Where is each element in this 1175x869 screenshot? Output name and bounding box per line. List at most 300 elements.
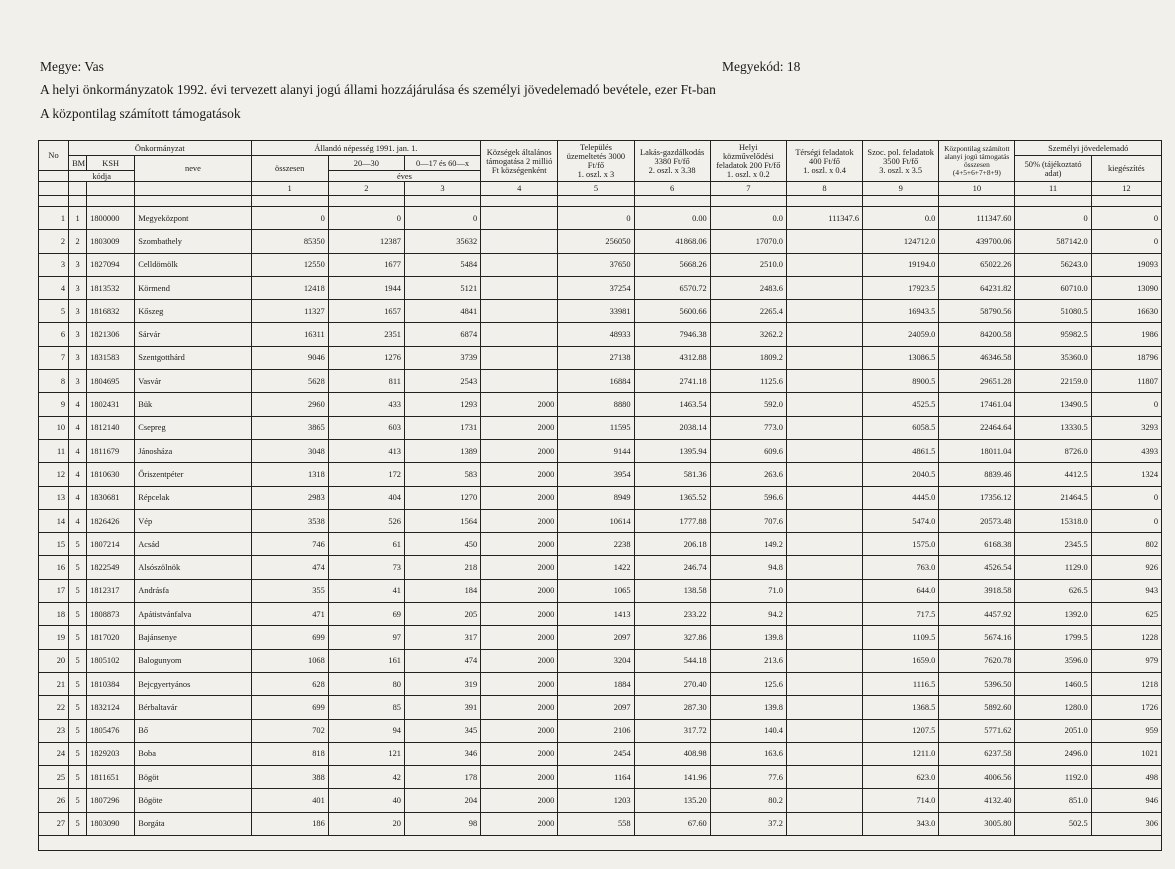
cell-szja-50: 1460.5 — [1015, 672, 1091, 695]
cell-tersegi — [786, 463, 862, 486]
cell-name: Boba — [135, 742, 251, 765]
cell-no: 17 — [39, 579, 69, 602]
cell-pop-20-30: 80 — [328, 672, 404, 695]
col-pop-20-30: 20—30 — [328, 156, 404, 171]
cell-telepules: 2097 — [558, 626, 634, 649]
cell-ksh: 1822549 — [87, 556, 135, 579]
cell-ksh: 1811651 — [87, 766, 135, 789]
cell-szoc: 17923.5 — [863, 276, 939, 299]
cell-pop-0-17: 391 — [404, 696, 480, 719]
cell-pop-20-30: 41 — [328, 579, 404, 602]
cell-pop-0-17: 317 — [404, 626, 480, 649]
table-row — [39, 230, 1162, 253]
cell-kozponti: 4132.40 — [939, 789, 1015, 812]
cell-kozsegek: 2000 — [481, 439, 558, 462]
cell-bm: 5 — [69, 696, 87, 719]
cell-name: Bögöte — [135, 789, 251, 812]
cell-lakas: 135.20 — [634, 789, 710, 812]
cell-bm: 4 — [69, 416, 87, 439]
cell-no: 26 — [39, 789, 69, 812]
cell-pop-total: 11327 — [251, 300, 328, 323]
cell-pop-total: 628 — [251, 672, 328, 695]
col-lakas: Lakás-gazdálkodás 3380 Ft/fő 2. oszl. x 3.38 — [634, 141, 710, 182]
cell-ksh: 1808873 — [87, 603, 135, 626]
cell-pop-0-17: 6874 — [404, 323, 480, 346]
cell-szoc: 343.0 — [863, 812, 939, 835]
cell-pop-0-17: 1389 — [404, 439, 480, 462]
cell-name: Bérbaltavár — [135, 696, 251, 719]
cell-tersegi — [786, 579, 862, 602]
cell-szja-kieg: 13090 — [1091, 276, 1161, 299]
cell-kozsegek — [481, 230, 558, 253]
cell-tersegi — [786, 323, 862, 346]
cell-helyi: 37.2 — [710, 812, 786, 835]
cell-szoc: 5474.0 — [863, 509, 939, 532]
cell-szja-50: 1280.0 — [1015, 696, 1091, 719]
cell-no: 5 — [39, 300, 69, 323]
cell-lakas: 1365.52 — [634, 486, 710, 509]
cell-helyi: 707.6 — [710, 509, 786, 532]
table-row — [39, 276, 1162, 299]
cell-bm: 4 — [69, 509, 87, 532]
cell-kozsegek: 2000 — [481, 789, 558, 812]
cell-pop-total: 9046 — [251, 346, 328, 369]
table-row — [39, 603, 1162, 626]
cell-telepules: 3204 — [558, 649, 634, 672]
cell-pop-20-30: 20 — [328, 812, 404, 835]
cell-szja-50: 2496.0 — [1015, 742, 1091, 765]
cell-szoc: 4861.5 — [863, 439, 939, 462]
cell-pop-20-30: 73 — [328, 556, 404, 579]
col-helyi: Helyi közművelődési feladatok 200 Ft/fő 1. oszl. x 0.2 — [710, 141, 786, 182]
cell-szja-kieg: 1021 — [1091, 742, 1161, 765]
cell-szja-50: 21464.5 — [1015, 486, 1091, 509]
cell-telepules: 27138 — [558, 346, 634, 369]
cell-helyi: 773.0 — [710, 416, 786, 439]
cell-szja-50: 1799.5 — [1015, 626, 1091, 649]
cell-tersegi — [786, 393, 862, 416]
cell-ksh: 1807214 — [87, 533, 135, 556]
cell-pop-0-17: 1564 — [404, 509, 480, 532]
cell-helyi: 2483.6 — [710, 276, 786, 299]
cell-szoc: 644.0 — [863, 579, 939, 602]
col-number: 3 — [404, 182, 480, 196]
cell-tersegi — [786, 370, 862, 393]
cell-pop-0-17: 1731 — [404, 416, 480, 439]
cell-kozsegek — [481, 276, 558, 299]
cell-lakas: 7946.38 — [634, 323, 710, 346]
cell-bm: 5 — [69, 579, 87, 602]
cell-pop-20-30: 94 — [328, 719, 404, 742]
cell-lakas: 141.96 — [634, 766, 710, 789]
cell-pop-20-30: 121 — [328, 742, 404, 765]
col-number: 10 — [939, 182, 1015, 196]
cell-pop-0-17: 98 — [404, 812, 480, 835]
cell-szoc: 124712.0 — [863, 230, 939, 253]
cell-bm: 5 — [69, 603, 87, 626]
cell-helyi: 609.6 — [710, 439, 786, 462]
cell-lakas: 233.22 — [634, 603, 710, 626]
cell-ksh: 1827094 — [87, 253, 135, 276]
cell-no: 27 — [39, 812, 69, 835]
cell-helyi: 77.6 — [710, 766, 786, 789]
cell-kozponti: 17356.12 — [939, 486, 1015, 509]
cell-bm: 5 — [69, 742, 87, 765]
col-no: No — [39, 141, 69, 171]
cell-tersegi — [786, 789, 862, 812]
cell-kozponti: 5892.60 — [939, 696, 1015, 719]
cell-kozsegek: 2000 — [481, 603, 558, 626]
cell-no: 2 — [39, 230, 69, 253]
cell-no: 4 — [39, 276, 69, 299]
cell-ksh: 1826426 — [87, 509, 135, 532]
cell-kozponti: 20573.48 — [939, 509, 1015, 532]
col-szja-50: 50% (tájékoztató adat) — [1015, 156, 1091, 182]
cell-name: Bő — [135, 719, 251, 742]
cell-name: Bögöt — [135, 766, 251, 789]
cell-helyi: 3262.2 — [710, 323, 786, 346]
cell-helyi: 80.2 — [710, 789, 786, 812]
cell-pop-total: 699 — [251, 626, 328, 649]
cell-szja-kieg: 3293 — [1091, 416, 1161, 439]
col-number: 2 — [328, 182, 404, 196]
cell-pop-20-30: 12387 — [328, 230, 404, 253]
table-row — [39, 579, 1162, 602]
cell-pop-0-17: 450 — [404, 533, 480, 556]
cell-szja-kieg: 498 — [1091, 766, 1161, 789]
cell-szja-kieg: 306 — [1091, 812, 1161, 835]
col-number: 8 — [786, 182, 862, 196]
cell-szja-50: 3596.0 — [1015, 649, 1091, 672]
cell-kozponti: 58790.56 — [939, 300, 1015, 323]
cell-pop-total: 699 — [251, 696, 328, 719]
cell-szoc: 1575.0 — [863, 533, 939, 556]
cell-kozponti: 5396.50 — [939, 672, 1015, 695]
cell-telepules: 1422 — [558, 556, 634, 579]
cell-name: Celldömölk — [135, 253, 251, 276]
cell-pop-0-17: 4841 — [404, 300, 480, 323]
cell-pop-0-17: 218 — [404, 556, 480, 579]
table-row — [39, 463, 1162, 486]
cell-lakas: 1463.54 — [634, 393, 710, 416]
cell-kozsegek: 2000 — [481, 416, 558, 439]
cell-szoc: 717.5 — [863, 603, 939, 626]
cell-name: Sárvár — [135, 323, 251, 346]
cell-szja-50: 2051.0 — [1015, 719, 1091, 742]
cell-pop-20-30: 603 — [328, 416, 404, 439]
cell-pop-20-30: 1657 — [328, 300, 404, 323]
cell-szoc: 19194.0 — [863, 253, 939, 276]
table-row — [39, 207, 1162, 230]
cell-telepules: 33981 — [558, 300, 634, 323]
cell-pop-0-17: 5121 — [404, 276, 480, 299]
cell-szja-50: 13330.5 — [1015, 416, 1091, 439]
cell-bm: 3 — [69, 253, 87, 276]
cell-kozponti: 64231.82 — [939, 276, 1015, 299]
cell-pop-0-17: 583 — [404, 463, 480, 486]
cell-telepules: 1065 — [558, 579, 634, 602]
col-number: 11 — [1015, 182, 1091, 196]
cell-pop-total: 186 — [251, 812, 328, 835]
cell-kozponti: 5674.16 — [939, 626, 1015, 649]
cell-tersegi — [786, 812, 862, 835]
cell-szoc: 4525.5 — [863, 393, 939, 416]
cell-lakas: 2741.18 — [634, 370, 710, 393]
cell-szja-50: 22159.0 — [1015, 370, 1091, 393]
cell-bm: 4 — [69, 393, 87, 416]
cell-szja-kieg: 943 — [1091, 579, 1161, 602]
table-row — [39, 300, 1162, 323]
page-subtitle: A központilag számított támogatások — [40, 106, 241, 121]
cell-helyi: 139.8 — [710, 626, 786, 649]
cell-lakas: 1395.94 — [634, 439, 710, 462]
cell-pop-20-30: 404 — [328, 486, 404, 509]
cell-ksh: 1812140 — [87, 416, 135, 439]
cell-ksh: 1800000 — [87, 207, 135, 230]
cell-helyi: 125.6 — [710, 672, 786, 695]
cell-szja-50: 60710.0 — [1015, 276, 1091, 299]
cell-no: 25 — [39, 766, 69, 789]
cell-szja-50: 51080.5 — [1015, 300, 1091, 323]
col-number: 9 — [863, 182, 939, 196]
cell-telepules: 37650 — [558, 253, 634, 276]
col-szja: Személyi jövedelemadó — [1015, 141, 1162, 156]
cell-tersegi — [786, 533, 862, 556]
cell-pop-total: 474 — [251, 556, 328, 579]
cell-helyi: 2510.0 — [710, 253, 786, 276]
cell-pop-total: 355 — [251, 579, 328, 602]
cell-ksh: 1830681 — [87, 486, 135, 509]
cell-tersegi — [786, 486, 862, 509]
col-number: 1 — [251, 182, 328, 196]
cell-telepules: 9144 — [558, 439, 634, 462]
cell-kozponti: 3918.58 — [939, 579, 1015, 602]
cell-kozsegek — [481, 370, 558, 393]
col-pop-total: összesen — [251, 156, 328, 182]
col-tersegi: Térségi feladatok 400 Ft/fő 1. oszl. x 0.4 — [786, 141, 862, 182]
cell-helyi: 71.0 — [710, 579, 786, 602]
cell-pop-0-17: 205 — [404, 603, 480, 626]
cell-pop-20-30: 40 — [328, 789, 404, 812]
cell-szja-50: 95982.5 — [1015, 323, 1091, 346]
cell-no: 18 — [39, 603, 69, 626]
cell-szja-50: 587142.0 — [1015, 230, 1091, 253]
cell-lakas: 327.86 — [634, 626, 710, 649]
cell-tersegi — [786, 300, 862, 323]
cell-no: 14 — [39, 509, 69, 532]
cell-szja-50: 15318.0 — [1015, 509, 1091, 532]
cell-pop-20-30: 1276 — [328, 346, 404, 369]
data-table — [38, 140, 1162, 836]
cell-kozponti: 4006.56 — [939, 766, 1015, 789]
cell-tersegi — [786, 230, 862, 253]
cell-tersegi — [786, 509, 862, 532]
table-row — [39, 416, 1162, 439]
cell-kozponti: 6237.58 — [939, 742, 1015, 765]
cell-szja-kieg: 1218 — [1091, 672, 1161, 695]
cell-lakas: 581.36 — [634, 463, 710, 486]
cell-ksh: 1813532 — [87, 276, 135, 299]
cell-helyi: 17070.0 — [710, 230, 786, 253]
table-row — [39, 556, 1162, 579]
cell-szja-kieg: 0 — [1091, 230, 1161, 253]
cell-pop-20-30: 0 — [328, 207, 404, 230]
cell-telepules: 10614 — [558, 509, 634, 532]
cell-telepules: 1203 — [558, 789, 634, 812]
cell-szoc: 8900.5 — [863, 370, 939, 393]
table-row — [39, 323, 1162, 346]
cell-telepules: 8949 — [558, 486, 634, 509]
cell-lakas: 206.18 — [634, 533, 710, 556]
cell-szja-kieg: 11807 — [1091, 370, 1161, 393]
cell-bm: 5 — [69, 766, 87, 789]
cell-telepules: 2097 — [558, 696, 634, 719]
cell-kozsegek: 2000 — [481, 509, 558, 532]
cell-telepules: 16884 — [558, 370, 634, 393]
cell-lakas: 2038.14 — [634, 416, 710, 439]
cell-no: 22 — [39, 696, 69, 719]
cell-name: Borgáta — [135, 812, 251, 835]
cell-pop-total: 0 — [251, 207, 328, 230]
cell-szja-50: 2345.5 — [1015, 533, 1091, 556]
cell-bm: 4 — [69, 463, 87, 486]
cell-pop-0-17: 5484 — [404, 253, 480, 276]
cell-no: 12 — [39, 463, 69, 486]
cell-telepules: 11595 — [558, 416, 634, 439]
cell-szja-50: 8726.0 — [1015, 439, 1091, 462]
cell-no: 7 — [39, 346, 69, 369]
cell-helyi: 213.6 — [710, 649, 786, 672]
cell-helyi: 592.0 — [710, 393, 786, 416]
cell-name: Csepreg — [135, 416, 251, 439]
table-row — [39, 439, 1162, 462]
cell-szja-50: 35360.0 — [1015, 346, 1091, 369]
cell-szja-50: 851.0 — [1015, 789, 1091, 812]
cell-tersegi — [786, 556, 862, 579]
cell-pop-0-17: 178 — [404, 766, 480, 789]
cell-helyi: 596.6 — [710, 486, 786, 509]
cell-ksh: 1803009 — [87, 230, 135, 253]
col-pop-0-17: 0—17 és 60—x — [404, 156, 480, 171]
cell-ksh: 1829203 — [87, 742, 135, 765]
cell-kozsegek: 2000 — [481, 649, 558, 672]
cell-no: 20 — [39, 649, 69, 672]
cell-bm: 4 — [69, 486, 87, 509]
cell-no: 1 — [39, 207, 69, 230]
cell-szja-kieg: 0 — [1091, 207, 1161, 230]
cell-pop-0-17: 2543 — [404, 370, 480, 393]
cell-bm: 5 — [69, 556, 87, 579]
cell-helyi: 163.6 — [710, 742, 786, 765]
cell-ksh: 1811679 — [87, 439, 135, 462]
cell-lakas: 4312.88 — [634, 346, 710, 369]
cell-bm: 3 — [69, 276, 87, 299]
cell-szoc: 1109.5 — [863, 626, 939, 649]
cell-telepules: 558 — [558, 812, 634, 835]
cell-kozponti: 7620.78 — [939, 649, 1015, 672]
cell-szja-kieg: 0 — [1091, 486, 1161, 509]
cell-no: 10 — [39, 416, 69, 439]
cell-ksh: 1810630 — [87, 463, 135, 486]
county-code-label: Megyekód: 18 — [722, 59, 801, 74]
cell-tersegi — [786, 276, 862, 299]
cell-pop-total: 3048 — [251, 439, 328, 462]
cell-helyi: 149.2 — [710, 533, 786, 556]
cell-helyi: 1809.2 — [710, 346, 786, 369]
cell-pop-0-17: 184 — [404, 579, 480, 602]
cell-szja-50: 4412.5 — [1015, 463, 1091, 486]
cell-szoc: 4445.0 — [863, 486, 939, 509]
cell-name: Szombathely — [135, 230, 251, 253]
table-row — [39, 789, 1162, 812]
cell-helyi: 1125.6 — [710, 370, 786, 393]
cell-kozponti: 6168.38 — [939, 533, 1015, 556]
cell-name: Apátistvánfalva — [135, 603, 251, 626]
cell-ksh: 1821306 — [87, 323, 135, 346]
cell-szja-50: 626.5 — [1015, 579, 1091, 602]
cell-name: Szentgotthárd — [135, 346, 251, 369]
col-number: 7 — [710, 182, 786, 196]
cell-ksh: 1803090 — [87, 812, 135, 835]
cell-pop-total: 818 — [251, 742, 328, 765]
cell-pop-total: 85350 — [251, 230, 328, 253]
cell-pop-0-17: 35632 — [404, 230, 480, 253]
cell-helyi: 94.2 — [710, 603, 786, 626]
cell-tersegi — [786, 719, 862, 742]
cell-pop-0-17: 345 — [404, 719, 480, 742]
cell-kozponti: 17461.04 — [939, 393, 1015, 416]
cell-szoc: 2040.5 — [863, 463, 939, 486]
cell-pop-20-30: 61 — [328, 533, 404, 556]
cell-pop-total: 2983 — [251, 486, 328, 509]
cell-bm: 4 — [69, 439, 87, 462]
cell-tersegi: 111347.6 — [786, 207, 862, 230]
cell-telepules: 8880 — [558, 393, 634, 416]
cell-no: 19 — [39, 626, 69, 649]
cell-ksh: 1804695 — [87, 370, 135, 393]
cell-szja-kieg: 802 — [1091, 533, 1161, 556]
col-kodja: kódja — [69, 171, 135, 182]
col-szja-kieg: kiegészítés — [1091, 156, 1161, 182]
cell-szoc: 714.0 — [863, 789, 939, 812]
col-neve: neve — [135, 156, 251, 182]
cell-pop-20-30: 161 — [328, 649, 404, 672]
cell-kozsegek — [481, 300, 558, 323]
cell-lakas: 5668.26 — [634, 253, 710, 276]
cell-helyi: 2265.4 — [710, 300, 786, 323]
cell-szja-kieg: 979 — [1091, 649, 1161, 672]
cell-pop-0-17: 1270 — [404, 486, 480, 509]
cell-pop-total: 3538 — [251, 509, 328, 532]
cell-szja-50: 13490.5 — [1015, 393, 1091, 416]
cell-bm: 5 — [69, 649, 87, 672]
cell-szoc: 13086.5 — [863, 346, 939, 369]
col-number: 6 — [634, 182, 710, 196]
col-kozsegek: Községek általános támogatása 2 millió Ft községenként — [481, 141, 558, 182]
cell-szoc: 623.0 — [863, 766, 939, 789]
cell-lakas: 246.74 — [634, 556, 710, 579]
cell-szja-kieg: 0 — [1091, 393, 1161, 416]
cell-szoc: 0.0 — [863, 207, 939, 230]
cell-pop-20-30: 1677 — [328, 253, 404, 276]
cell-kozponti: 8839.46 — [939, 463, 1015, 486]
cell-szja-50: 56243.0 — [1015, 253, 1091, 276]
cell-no: 8 — [39, 370, 69, 393]
cell-tersegi — [786, 439, 862, 462]
cell-lakas: 1777.88 — [634, 509, 710, 532]
cell-szja-kieg: 625 — [1091, 603, 1161, 626]
cell-ksh: 1831583 — [87, 346, 135, 369]
